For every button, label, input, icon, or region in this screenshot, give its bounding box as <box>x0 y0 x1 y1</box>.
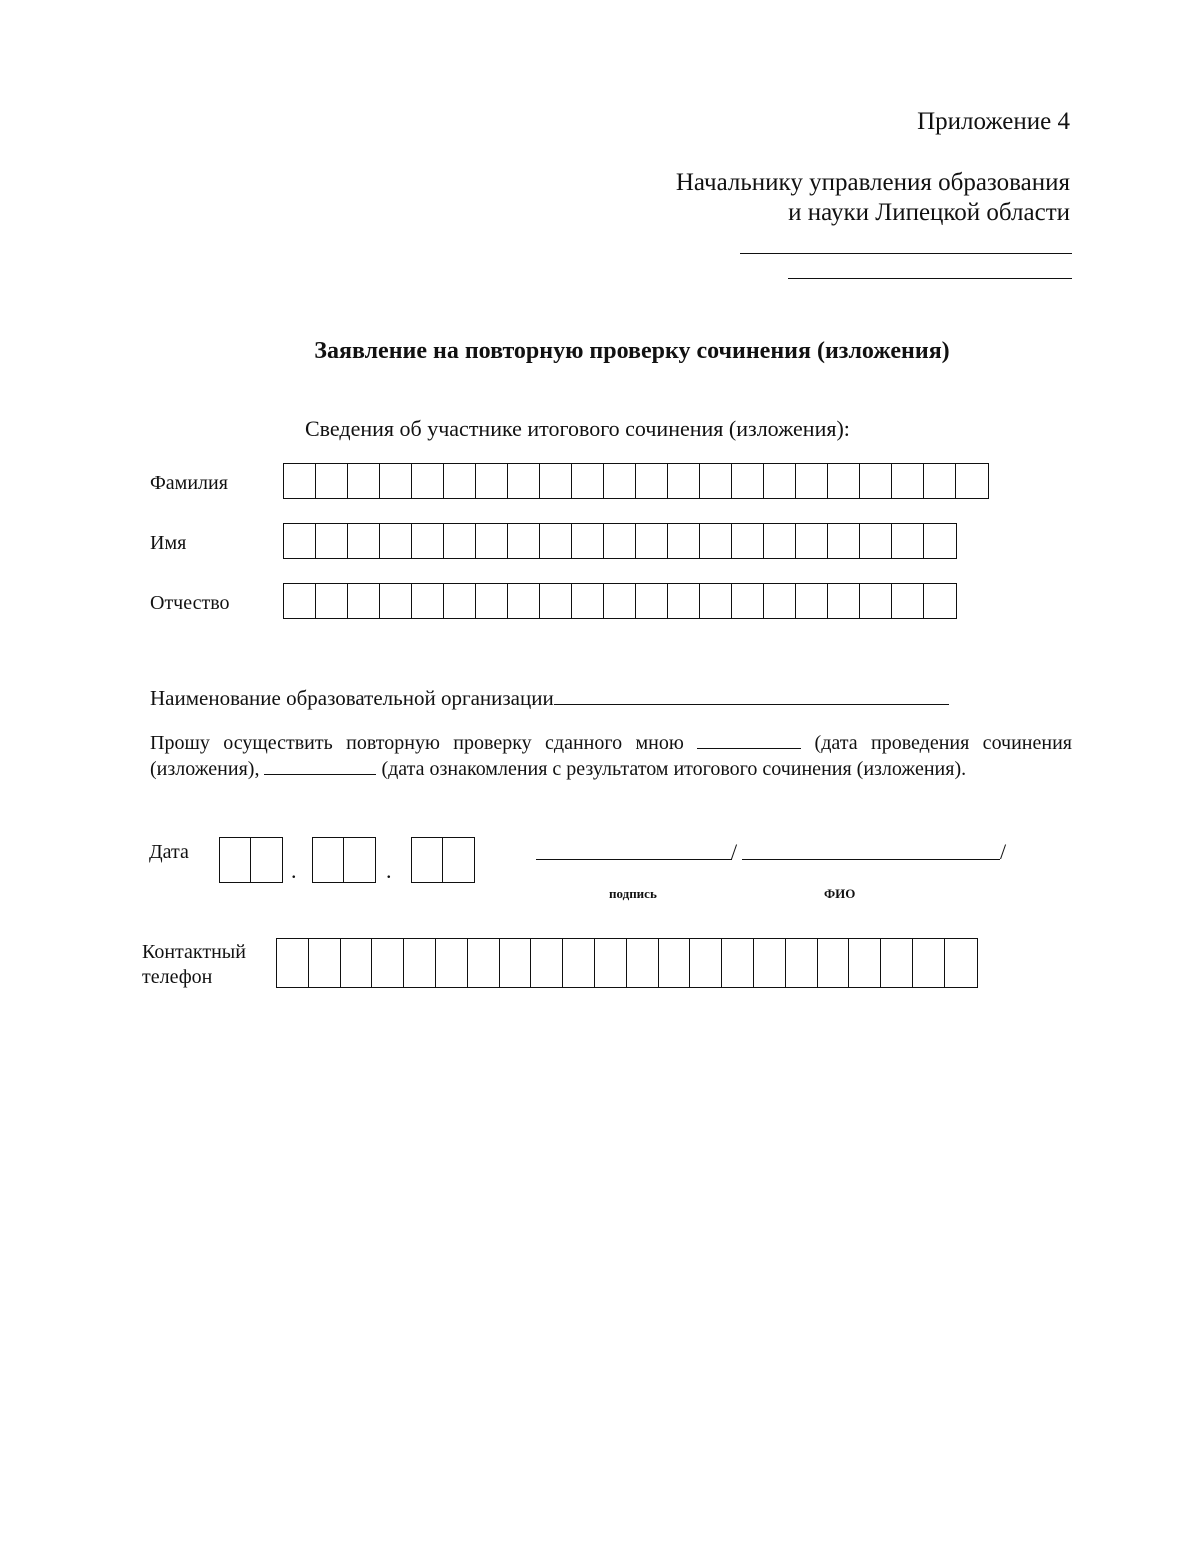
char-cell[interactable] <box>436 939 468 987</box>
phone-label <box>142 940 246 990</box>
signature-separator: / <box>731 839 738 864</box>
addressee-line-1: Начальнику управления образования <box>675 169 1070 196</box>
char-cell[interactable] <box>572 584 604 618</box>
char-cell[interactable] <box>700 584 732 618</box>
char-cell[interactable] <box>828 464 860 498</box>
char-cell[interactable] <box>913 939 945 987</box>
char-cell[interactable] <box>924 464 956 498</box>
date-year-field[interactable] <box>411 837 475 883</box>
request-text-2: (дата проведения сочинения (изложения), <box>150 732 1072 780</box>
char-cell[interactable] <box>700 524 732 558</box>
char-cell[interactable] <box>595 939 627 987</box>
date-cell[interactable] <box>443 838 474 882</box>
char-cell[interactable] <box>764 464 796 498</box>
char-cell[interactable] <box>828 584 860 618</box>
char-cell[interactable] <box>540 524 572 558</box>
name-field[interactable] <box>283 523 957 559</box>
essay-date-field[interactable] <box>697 730 801 749</box>
char-cell[interactable] <box>316 464 348 498</box>
signature-line[interactable] <box>536 859 732 860</box>
char-cell[interactable] <box>563 939 595 987</box>
char-cell[interactable] <box>732 524 764 558</box>
char-cell[interactable] <box>380 524 412 558</box>
char-cell[interactable] <box>348 584 380 618</box>
char-cell[interactable] <box>764 524 796 558</box>
addressee <box>676 168 1070 228</box>
char-cell[interactable] <box>659 939 691 987</box>
date-cell[interactable] <box>344 838 375 882</box>
request-paragraph <box>150 730 1072 782</box>
date-month-field[interactable] <box>312 837 376 883</box>
patronymic-field[interactable] <box>283 583 957 619</box>
char-cell[interactable] <box>892 464 924 498</box>
char-cell[interactable] <box>881 939 913 987</box>
char-cell[interactable] <box>924 524 956 558</box>
char-cell[interactable] <box>604 584 636 618</box>
char-cell[interactable] <box>722 939 754 987</box>
char-cell[interactable] <box>786 939 818 987</box>
form-title: Заявление на повторную проверку сочинения (изложения) <box>314 338 950 364</box>
char-cell[interactable] <box>860 584 892 618</box>
request-text-1: Прошу осуществить повторную проверку сданного мною <box>150 732 684 754</box>
appendix-number: Приложение 4 <box>917 108 1070 135</box>
patronymic-label: Отчество <box>150 592 230 614</box>
char-cell[interactable] <box>277 939 309 987</box>
char-cell[interactable] <box>412 464 444 498</box>
char-cell[interactable] <box>796 524 828 558</box>
char-cell[interactable] <box>444 464 476 498</box>
char-cell[interactable] <box>945 939 977 987</box>
addressee-line-2: и науки Липецкой области <box>788 199 1070 226</box>
date-cell[interactable] <box>220 838 251 882</box>
char-cell[interactable] <box>668 584 700 618</box>
char-cell[interactable] <box>508 464 540 498</box>
char-cell[interactable] <box>380 464 412 498</box>
char-cell[interactable] <box>572 464 604 498</box>
char-cell[interactable] <box>627 939 659 987</box>
char-cell[interactable] <box>316 524 348 558</box>
char-cell[interactable] <box>636 464 668 498</box>
date-cell[interactable] <box>313 838 344 882</box>
char-cell[interactable] <box>531 939 563 987</box>
char-cell[interactable] <box>540 464 572 498</box>
fio-end-slash: / <box>1000 839 1007 864</box>
char-cell[interactable] <box>476 524 508 558</box>
char-cell[interactable] <box>796 584 828 618</box>
date-cell[interactable] <box>412 838 443 882</box>
char-cell[interactable] <box>818 939 850 987</box>
char-cell[interactable] <box>924 584 956 618</box>
organization-row <box>150 684 949 711</box>
char-cell[interactable] <box>412 584 444 618</box>
char-cell[interactable] <box>849 939 881 987</box>
char-cell[interactable] <box>476 584 508 618</box>
addressee-name-line-2[interactable] <box>788 278 1072 279</box>
surname-label: Фамилия <box>150 472 228 494</box>
addressee-name-line[interactable] <box>740 253 1072 254</box>
char-cell[interactable] <box>892 524 924 558</box>
char-cell[interactable] <box>348 464 380 498</box>
phone-label-line-2: телефон <box>142 966 213 988</box>
date-cell[interactable] <box>251 838 282 882</box>
char-cell[interactable] <box>604 524 636 558</box>
char-cell[interactable] <box>636 524 668 558</box>
char-cell[interactable] <box>372 939 404 987</box>
char-cell[interactable] <box>956 464 988 498</box>
char-cell[interactable] <box>476 464 508 498</box>
date-separator: . <box>291 858 297 883</box>
char-cell[interactable] <box>284 584 316 618</box>
fio-line[interactable] <box>742 859 1000 860</box>
request-text-3: (дата ознакомления с результатом итогового сочинения (изложения). <box>381 758 967 780</box>
char-cell[interactable] <box>828 524 860 558</box>
char-cell[interactable] <box>500 939 532 987</box>
char-cell[interactable] <box>540 584 572 618</box>
char-cell[interactable] <box>860 524 892 558</box>
char-cell[interactable] <box>732 464 764 498</box>
char-cell[interactable] <box>892 584 924 618</box>
char-cell[interactable] <box>860 464 892 498</box>
phone-label-line-1: Контактный <box>142 941 246 963</box>
char-cell[interactable] <box>284 524 316 558</box>
signature-caption: подпись <box>609 886 657 901</box>
char-cell[interactable] <box>668 524 700 558</box>
char-cell[interactable] <box>700 464 732 498</box>
char-cell[interactable] <box>444 584 476 618</box>
char-cell[interactable] <box>316 584 348 618</box>
date-separator: . <box>386 858 392 883</box>
phone-field[interactable] <box>276 938 978 988</box>
char-cell[interactable] <box>341 939 373 987</box>
char-cell[interactable] <box>404 939 436 987</box>
date-label: Дата <box>149 841 189 863</box>
results-date-field[interactable] <box>264 756 376 775</box>
organization-field[interactable] <box>554 684 949 705</box>
char-cell[interactable] <box>508 524 540 558</box>
date-day-field[interactable] <box>219 837 283 883</box>
name-label: Имя <box>150 532 187 554</box>
char-cell[interactable] <box>444 524 476 558</box>
char-cell[interactable] <box>690 939 722 987</box>
char-cell[interactable] <box>508 584 540 618</box>
char-cell[interactable] <box>764 584 796 618</box>
char-cell[interactable] <box>572 524 604 558</box>
char-cell[interactable] <box>468 939 500 987</box>
char-cell[interactable] <box>754 939 786 987</box>
char-cell[interactable] <box>284 464 316 498</box>
participant-info-heading: Сведения об участнике итогового сочинения (изложения): <box>305 416 850 441</box>
char-cell[interactable] <box>604 464 636 498</box>
char-cell[interactable] <box>412 524 444 558</box>
char-cell[interactable] <box>380 584 412 618</box>
char-cell[interactable] <box>732 584 764 618</box>
char-cell[interactable] <box>668 464 700 498</box>
surname-field[interactable] <box>283 463 989 499</box>
char-cell[interactable] <box>348 524 380 558</box>
organization-label: Наименование образовательной организации <box>150 686 554 710</box>
char-cell[interactable] <box>796 464 828 498</box>
char-cell[interactable] <box>636 584 668 618</box>
fio-caption: ФИО <box>824 886 856 901</box>
char-cell[interactable] <box>309 939 341 987</box>
